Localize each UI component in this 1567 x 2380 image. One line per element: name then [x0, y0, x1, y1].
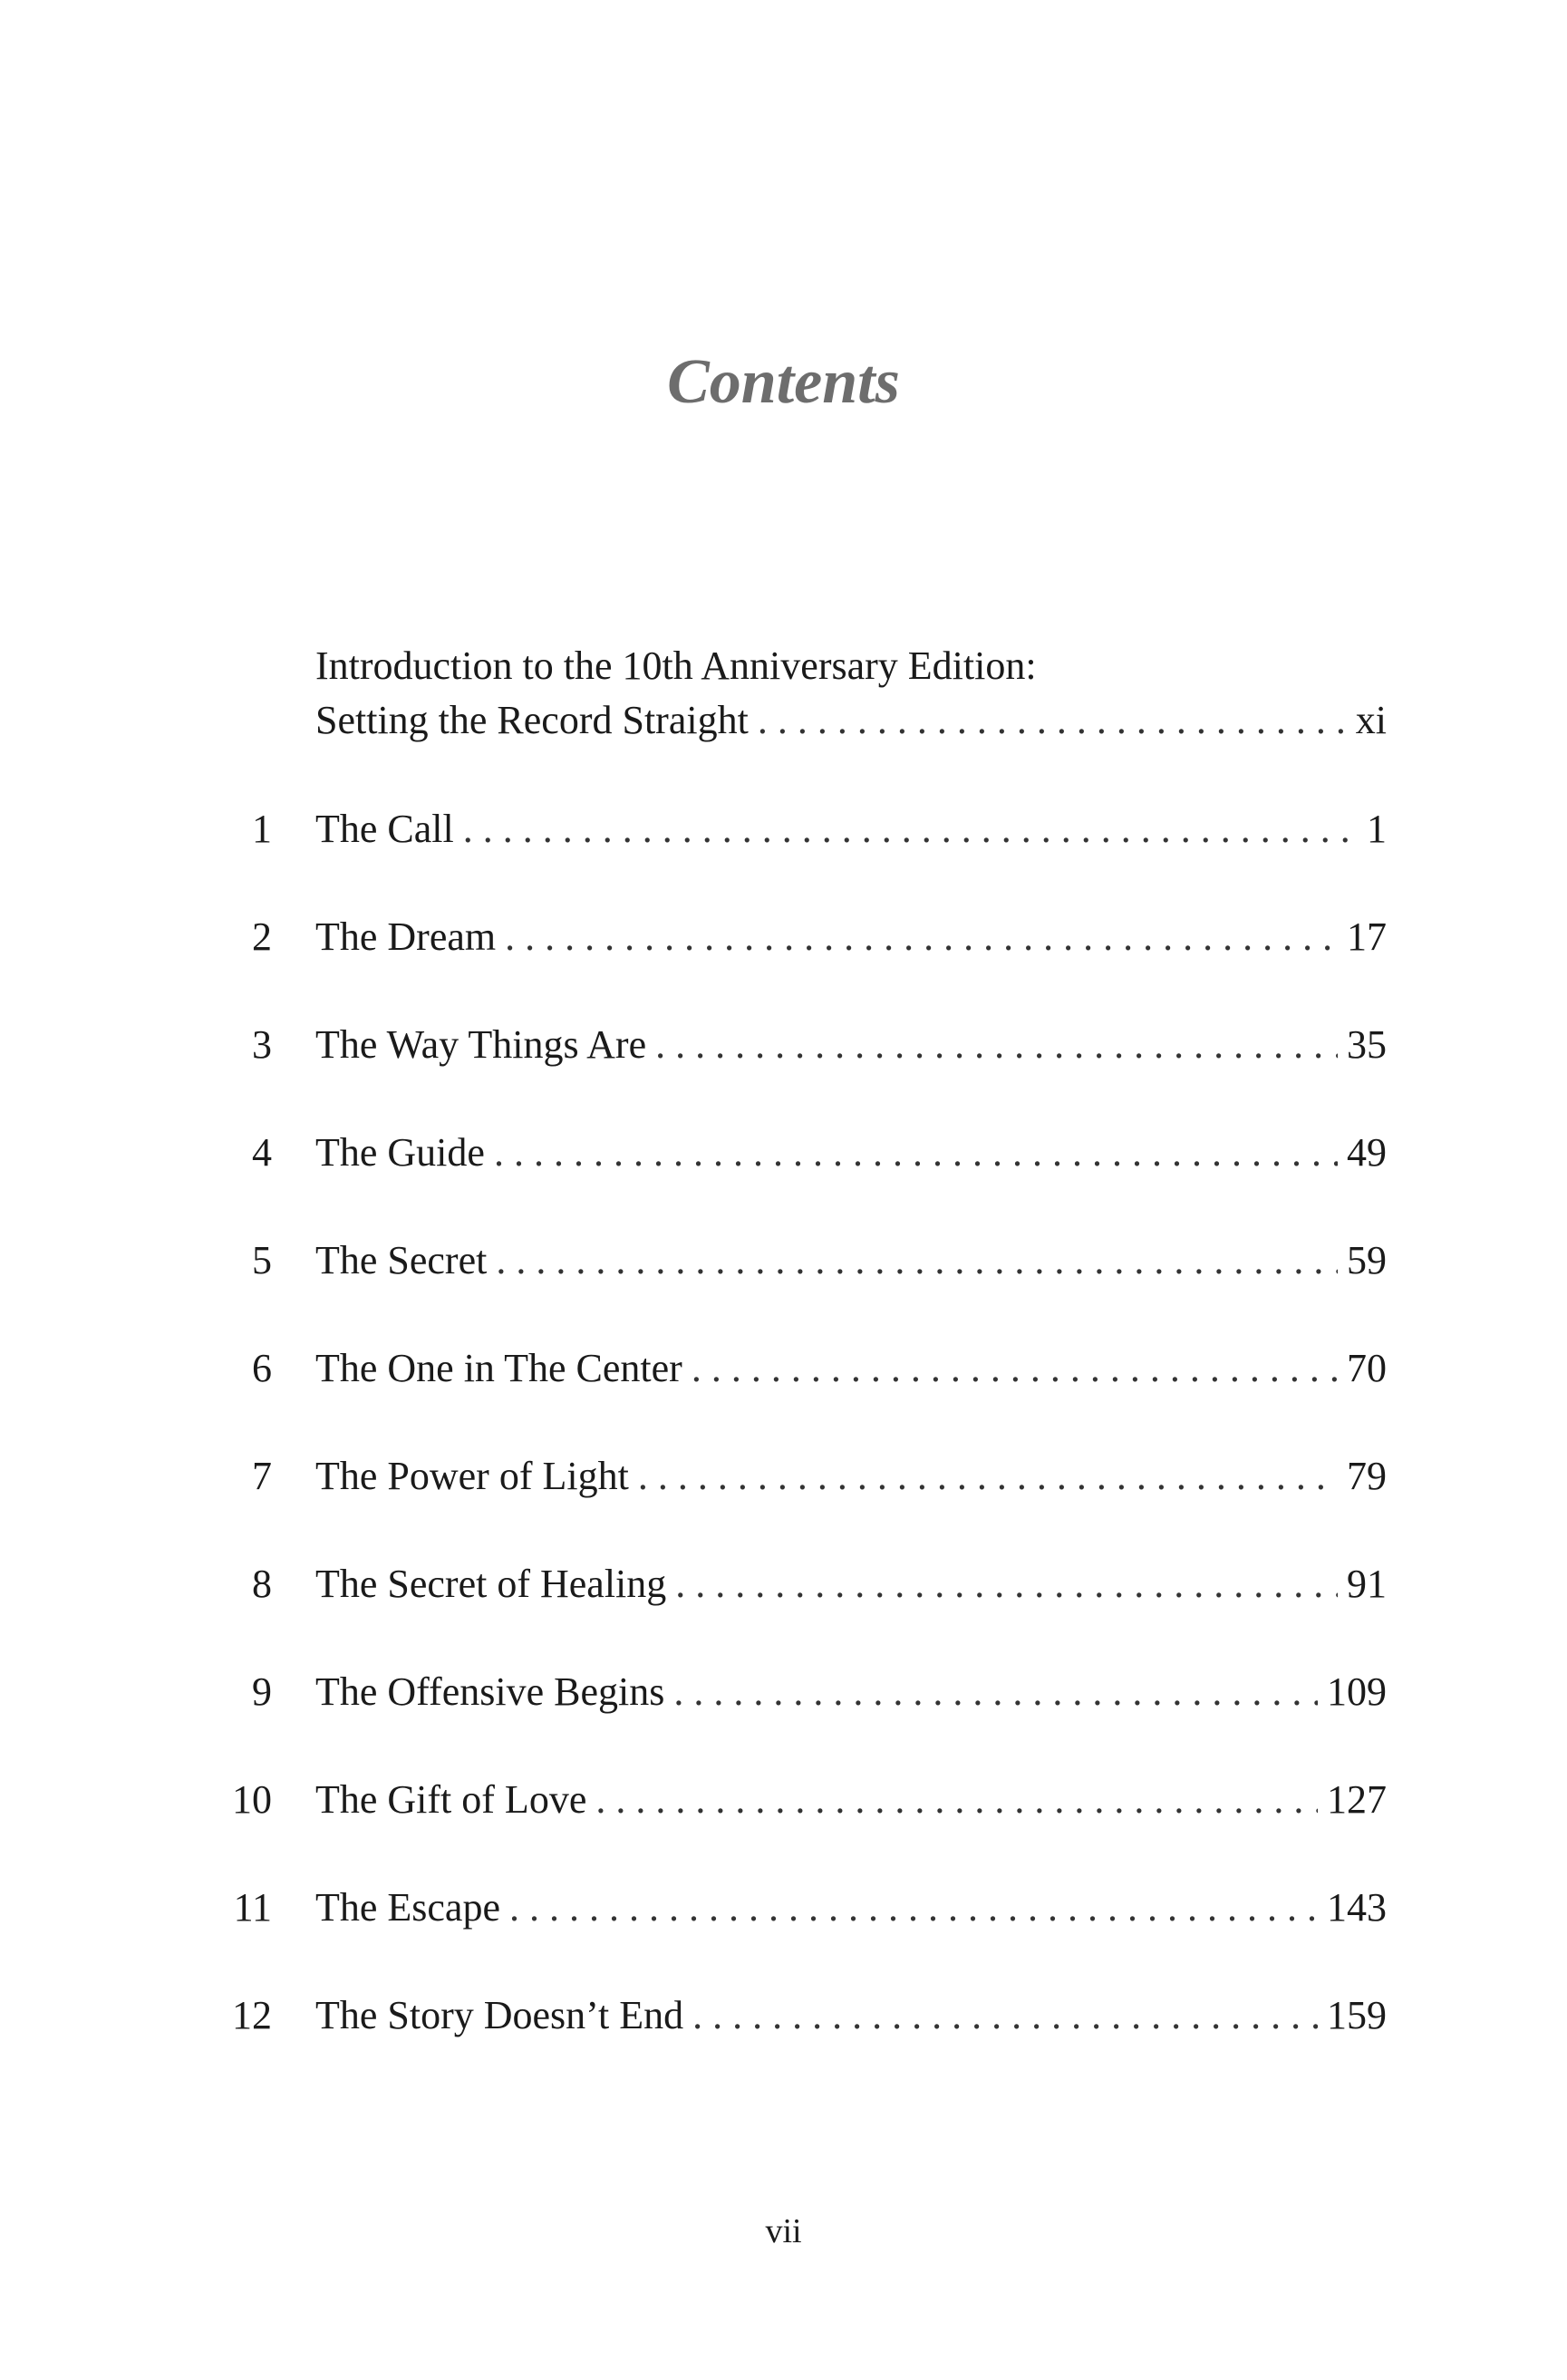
toc-entry-chapter[interactable]: [218, 1988, 1387, 2043]
chapter-title: The Secret of Healing: [315, 1562, 667, 1606]
dot-leader: [638, 1449, 1338, 1504]
page-number: 35: [1347, 1022, 1387, 1067]
dot-leader: [595, 1773, 1318, 1827]
chapter-title: The Power of Light: [315, 1454, 629, 1498]
dot-leader: [675, 1557, 1338, 1611]
toc-entry-chapter[interactable]: [218, 1773, 1387, 1827]
toc-entry-chapter[interactable]: [218, 1341, 1387, 1396]
toc-entry-chapter[interactable]: [218, 1234, 1387, 1288]
page-number: 127: [1327, 1777, 1387, 1822]
page-number: 159: [1327, 1993, 1387, 2037]
page-number: 1: [1367, 807, 1387, 851]
chapter-title: The Story Doesn’t End: [315, 1993, 684, 2037]
page-number: xi: [1355, 698, 1387, 742]
page-number: 109: [1327, 1669, 1387, 1714]
dot-leader: [463, 802, 1358, 856]
chapter-number: 2: [252, 914, 272, 959]
page-number: 79: [1347, 1454, 1387, 1498]
chapter-number: 12: [232, 1993, 272, 2037]
toc-entry-chapter[interactable]: [218, 1126, 1387, 1180]
chapter-number: 7: [252, 1454, 272, 1498]
page-number: 70: [1347, 1346, 1387, 1390]
dot-leader: [494, 1126, 1338, 1180]
dot-leader: [496, 1234, 1338, 1288]
dot-leader: [758, 693, 1347, 748]
dot-leader: [505, 910, 1338, 964]
toc-entry-introduction[interactable]: [315, 639, 1387, 748]
toc-entry-chapter[interactable]: [218, 910, 1387, 964]
chapter-title: The Dream: [315, 914, 497, 959]
chapter-title: The Offensive Begins: [315, 1669, 665, 1714]
chapter-number: 8: [252, 1562, 272, 1606]
page-number: 49: [1347, 1130, 1387, 1175]
dot-leader: [692, 1341, 1338, 1396]
chapter-number: 6: [252, 1346, 272, 1390]
chapter-number: 9: [252, 1669, 272, 1714]
toc-entry-chapter[interactable]: [218, 1018, 1387, 1072]
chapter-title: The Call: [315, 807, 454, 851]
page-number: 59: [1347, 1238, 1387, 1282]
dot-leader: [655, 1018, 1338, 1072]
chapter-number: 3: [252, 1022, 272, 1067]
chapter-number: 4: [252, 1130, 272, 1175]
page-title: Contents: [667, 347, 900, 417]
chapter-title: The Secret: [315, 1238, 488, 1282]
chapter-number: 1: [252, 807, 272, 851]
chapter-title: The Way Things Are: [315, 1022, 647, 1067]
page-number: 143: [1327, 1885, 1387, 1930]
toc-entry-chapter[interactable]: [218, 1557, 1387, 1611]
chapter-title: The Gift of Love: [315, 1777, 587, 1822]
intro-title-line-1: Introduction to the 10th Anniversary Edition:: [315, 643, 1037, 688]
chapter-title: The Escape: [315, 1885, 500, 1930]
chapter-number: 11: [233, 1885, 272, 1930]
chapter-title: The Guide: [315, 1130, 485, 1175]
toc-entry-chapter[interactable]: [218, 802, 1387, 856]
folio-page-number: vii: [765, 2212, 802, 2250]
dot-leader: [673, 1665, 1318, 1719]
intro-title-line-2: Setting the Record Straight: [315, 698, 749, 742]
chapter-number: 10: [232, 1777, 272, 1822]
toc-entry-chapter[interactable]: [218, 1881, 1387, 1935]
dot-leader: [509, 1881, 1318, 1935]
chapter-number: 5: [252, 1238, 272, 1282]
table-of-contents: [218, 639, 1387, 2043]
page-number: 91: [1347, 1562, 1387, 1606]
toc-entry-chapter[interactable]: [218, 1449, 1387, 1504]
dot-leader: [692, 1988, 1318, 2043]
page-number: 17: [1347, 914, 1387, 959]
toc-entry-chapter[interactable]: [218, 1665, 1387, 1719]
chapter-title: The One in The Center: [315, 1346, 682, 1390]
